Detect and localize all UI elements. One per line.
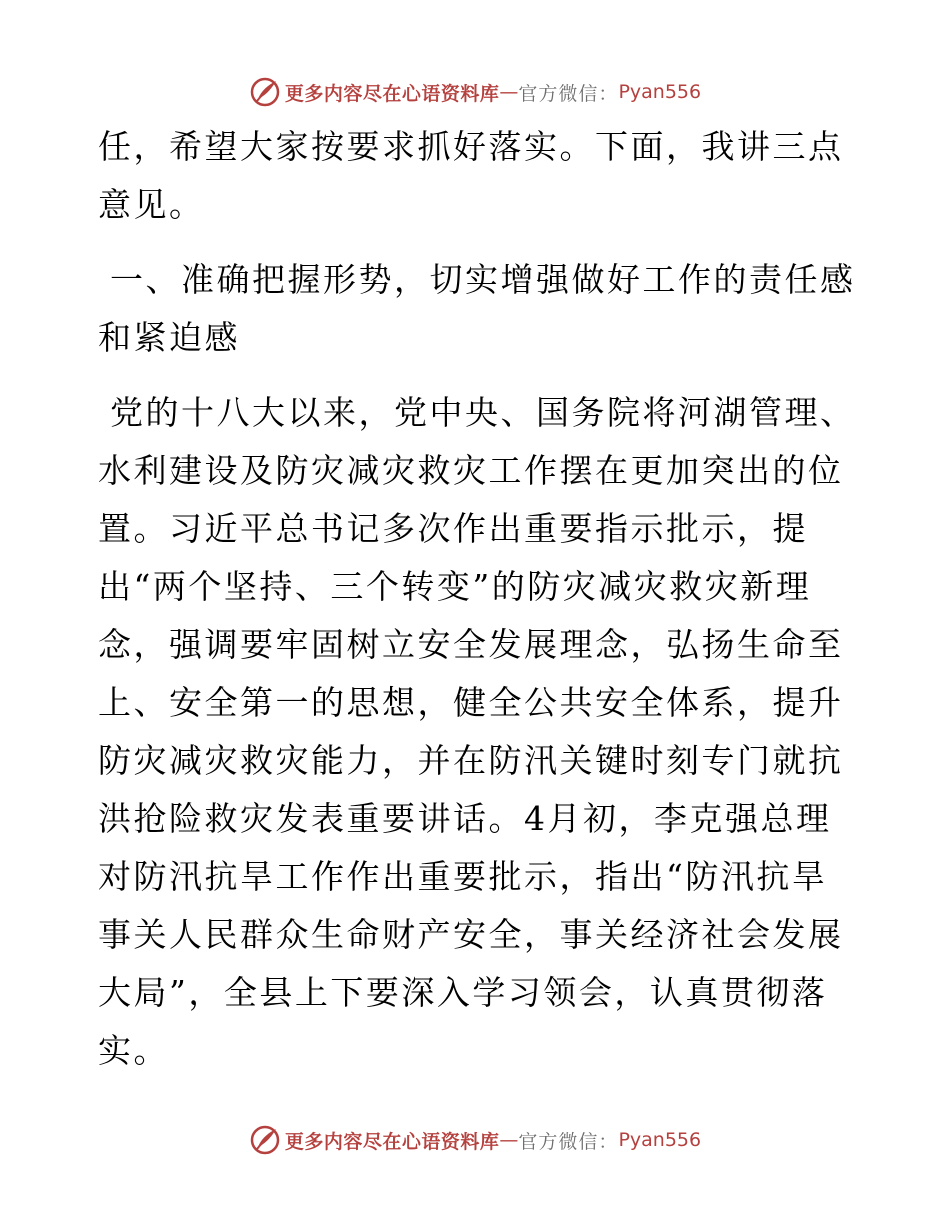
watermark-wechat-label: 官方微信：: [518, 82, 619, 105]
watermark-wechat-label: 官方微信：: [518, 1130, 619, 1153]
watermark-separator: —: [499, 1129, 519, 1151]
paragraph-continuation: 任，希望大家按要求抓好落实。下面，我讲三点意见。: [98, 127, 844, 224]
watermark-brand: 更多内容尽在心语资料库: [284, 82, 500, 105]
section-heading: 一、准确把握形势，切实增强做好工作的责任感和紧迫感: [98, 260, 856, 357]
feather-pen-logo-icon: [249, 1124, 281, 1156]
watermark-separator: —: [499, 81, 519, 103]
watermark-wechat-id: Pyan556: [618, 81, 702, 103]
header-watermark: [0, 72, 950, 112]
watermark-wechat-id: Pyan556: [618, 1129, 702, 1151]
paragraph-body: 党的十八大以来，党中央、国务院将河湖管理、水利建设及防灾减灾救灾工作摆在更加突出的位置。习近平总书记多次作出重要指示批示，提出“两个坚持、三个转变”的防灾减灾救灾新理念，强调要牢固树立安全发展理念，弘扬生命至上、安全第一的思想，健全公共安全体系，提升防灾减灾救灾能力，并在防汛关键时刻专门就抗洪抢险救灾发表重要讲话。4月初，李克强总理对防汛抗旱工作作出重要批示，指出“防汛抗旱事关人民群众生命财产安全，事关经济社会发展大局”，全县上下要深入学习领会，认真贯彻落实。: [98, 393, 856, 1070]
watermark-brand: 更多内容尽在心语资料库: [284, 1130, 500, 1153]
footer-watermark: [0, 1120, 950, 1160]
feather-pen-logo-icon: [249, 76, 281, 108]
document-body: [98, 118, 858, 1080]
